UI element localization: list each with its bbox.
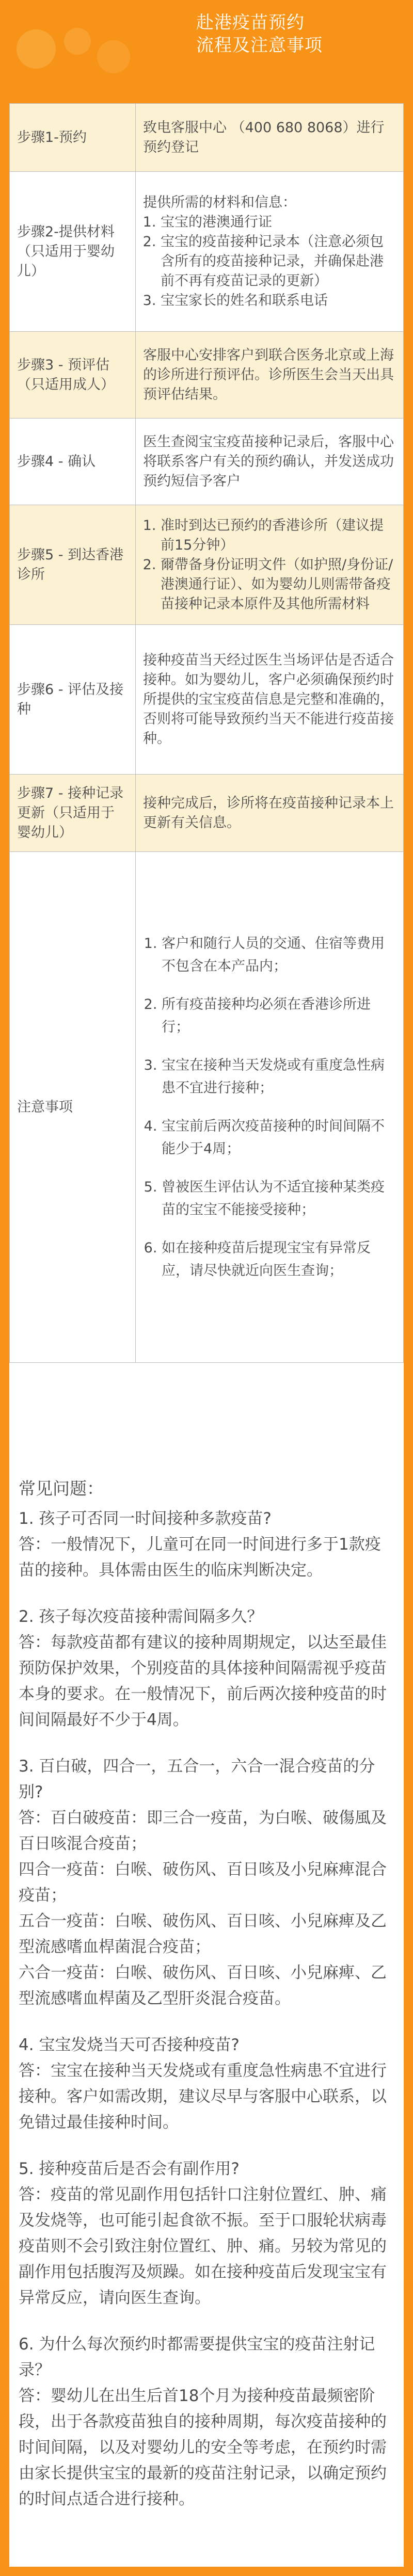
faq-item — [19, 1753, 394, 2011]
step-content: 医生查阅宝宝疫苗接种记录后，客服中心将联系客户有关的预约确认，并发送成功预约短信予客户 — [136, 418, 404, 505]
list-item: 1. 客户和随行人员的交通、住宿等费用不包含在本产品内； — [162, 932, 396, 978]
step-content: 客服中心安排客户到联合医务北京或上海的诊所进行预评估。诊所医生会当天出具预评估结果。 — [136, 332, 404, 418]
faq-answer: 答：一般情况下，儿童可在同一时间进行多于1款疫苗的接种。具体需由医生的临床判断决定。 — [19, 1535, 381, 1580]
step-intro: 提供所需的材料和信息： — [143, 194, 296, 211]
step-row-2 — [10, 172, 404, 332]
page-title-line1: 赴港疫苗预约 — [196, 12, 305, 33]
step-row-notes — [10, 852, 404, 1363]
materials-list — [143, 213, 396, 311]
list-item: 3. 宝宝家长的姓名和联系电话 — [161, 291, 396, 311]
step-label: 步骤2-提供材料（只适用于婴幼儿） — [10, 172, 136, 332]
step-content — [136, 172, 404, 332]
page-title — [196, 11, 392, 57]
steps-table — [9, 103, 404, 1363]
page-title-line2: 流程及注意事项 — [196, 35, 323, 56]
step-label: 步骤6 - 评估及接种 — [10, 625, 136, 775]
faq-question: 2. 孩子每次疫苗接种需间隔多久？ — [19, 1607, 263, 1626]
faq-title: 常见问题： — [19, 1478, 104, 1499]
step-label: 步骤4 - 确认 — [10, 418, 136, 505]
notes-list — [143, 932, 396, 1282]
faq-item — [19, 2331, 394, 2512]
list-item: 2. 宝宝的疫苗接种记录本（注意必须包含所有的疫苗接种记录，并确保赴港前不再有疫苗记录的更新） — [161, 232, 396, 291]
faq-answer: 答：婴幼儿在出生后首18个月为接种疫苗最频密阶段，出于各款疫苗独自的接种周期，每次疫苗接种的时间间隔，以及对婴幼儿的安全等考虑，在预约时需由家长提供宝宝的最新的疫苗注射记录，以确定预约的时间点适合进行接种。 — [19, 2387, 387, 2508]
faq-answer: 答：疫苗的常见副作用包括针口注射位置红、肿、痛及发烧等，也可能引起食欲不振。至于口服轮状病毒疫苗则不会引致注射位置红、肿、痛。另较为常见的副作用包括腹泻及烦躁。如在接种疫苗后发现宝宝有异常反应，请向医生查询。 — [19, 2185, 387, 2307]
faq-section — [19, 1476, 394, 2533]
faq-answer: 答：百白破疫苗：即三合一疫苗，为白喉、破傷風及百日咳混合疫苗； 四合一疫苗：白喉、破伤风、百日咳及小兒麻痺混合疫苗； 五合一疫苗：白喉、破伤风、百日咳、小兒麻痺及乙型流感嗜血桿菌混合疫苗； 六合一疫苗：白喉、破伤风、百日咳、小兒麻痺、乙型流感嗜血桿菌及乙型肝炎混合疫苗。 — [19, 1809, 387, 2008]
step-content: 接种疫苗当天经过医生当场评估是否适合接种。如为婴幼儿，客户必须确保预约时所提供的宝宝疫苗信息是完整和准确的，否则将可能导致预约当天不能进行疫苗接种。 — [136, 625, 404, 775]
step-row-4 — [10, 418, 404, 505]
arrival-list — [143, 516, 396, 614]
faq-item — [19, 2156, 394, 2311]
step-label: 步骤3 - 预评估（只适用成人） — [10, 332, 136, 418]
list-item: 2. 所有疫苗接种均必须在香港诊所进行； — [162, 993, 396, 1039]
faq-item — [19, 1506, 394, 1583]
step-row-6 — [10, 625, 404, 775]
list-item: 1. 准时到达已预约的香港诊所（建议提前15分钟） — [161, 516, 396, 555]
list-item: 1. 宝宝的港澳通行证 — [161, 213, 396, 232]
step-row-3 — [10, 332, 404, 418]
step-row-5 — [10, 505, 404, 625]
faq-item — [19, 2032, 394, 2135]
faq-question: 3. 百白破，四合一，五合一，六合一混合疫苗的分别? — [19, 1757, 375, 1801]
step-label: 步骤5 - 到达香港诊所 — [10, 505, 136, 625]
header-decoration — [15, 21, 170, 77]
list-item: 5. 曾被医生评估认为不适宜接种某类疫苗的宝宝不能接受接种； — [162, 1176, 396, 1221]
step-label: 步骤7 - 接种记录更新（只适用于婴幼儿） — [10, 775, 136, 852]
faq-question: 1. 孩子可否同一时间接种多款疫苗? — [19, 1509, 272, 1528]
faq-question: 6. 为什么每次预约时都需要提供宝宝的疫苗注射记录？ — [19, 2335, 375, 2379]
faq-answer: 答：宝宝在接种当天发烧或有重度急性病患不宜进行接种。客户如需改期，建议尽早与客服中心联系，以免错过最佳接种时间。 — [19, 2062, 387, 2132]
step-label: 注意事项 — [10, 852, 136, 1363]
faq-answer: 答：每款疫苗都有建议的接种周期规定，以达至最佳预防保护效果，个别疫苗的具体接种间隔需视乎疫苗本身的要求。在一般情况下，前后两次接种疫苗的时间间隔最好不少于4周。 — [19, 1633, 387, 1729]
list-item: 2. 爾帶备身份证明文件（如护照/身份证/港澳通行证）、如为婴幼儿则需带备疫苗接种记录本原件及其他所需材料 — [161, 555, 396, 614]
step-content: 致电客服中心 （400 680 8068）进行预约登记 — [136, 104, 404, 172]
faq-question: 5. 接种疫苗后是否会有副作用? — [19, 2160, 240, 2178]
step-row-7 — [10, 775, 404, 852]
step-label: 步骤1-预约 — [10, 104, 136, 172]
list-item: 6. 如在接种疫苗后提现宝宝有异常反应，请尽快就近向医生查询； — [162, 1237, 396, 1282]
list-item: 4. 宝宝前后两次疫苗接种的时间间隔不能少于4周； — [162, 1115, 396, 1161]
faq-item — [19, 1604, 394, 1733]
step-row-1 — [10, 104, 404, 172]
faq-question: 4. 宝宝发烧当天可否接种疫苗? — [19, 2036, 240, 2054]
step-content — [136, 505, 404, 625]
step-content — [136, 852, 404, 1363]
list-item: 3. 宝宝在接种当天发烧或有重度急性病患不宜进行接种； — [162, 1054, 396, 1100]
step-content: 接种完成后，诊所将在疫苗接种记录本上更新有关信息。 — [136, 775, 404, 852]
